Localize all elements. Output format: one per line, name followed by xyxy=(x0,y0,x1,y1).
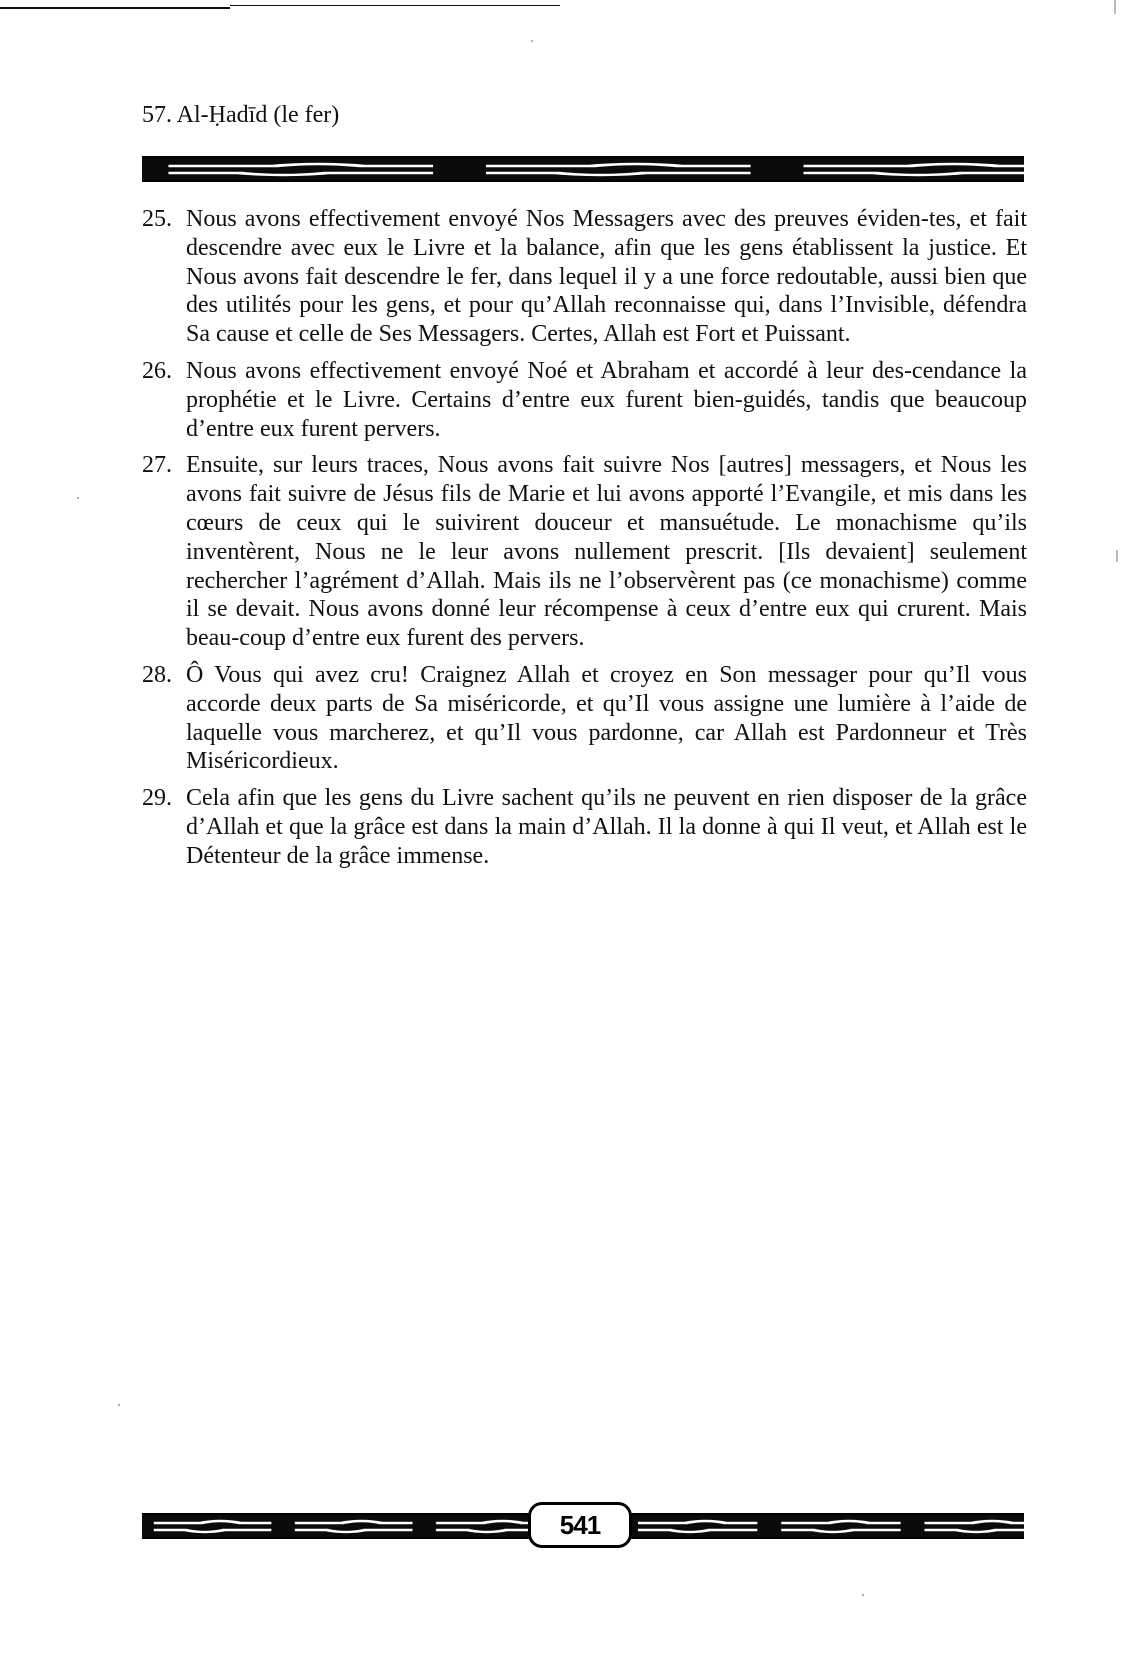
ornament-band-bottom-right xyxy=(626,1513,1024,1539)
scan-speck xyxy=(77,497,79,499)
ornament-band-top xyxy=(142,156,1024,182)
verse-list xyxy=(142,205,1027,879)
verse-text: Ô Vous qui avez cru! Craignez Allah et croyez en Son messager pour qu’Il vous accorde deux parts de Sa miséricorde, et qu’Il vous assigne une lumière à l’aide de laquelle vous marcherez, et qu’Il vous pardonne, car Allah est Pardonneur et Très Miséricordieux. xyxy=(186,661,1027,775)
verse-item xyxy=(142,661,1027,776)
top-rule xyxy=(0,7,230,9)
verse-item xyxy=(142,205,1027,349)
page-number: 541 xyxy=(528,1502,632,1548)
verse-number: 26. xyxy=(142,357,172,384)
scan-speck xyxy=(118,1404,120,1406)
running-head: 57. Al-Ḥadīd (le fer) xyxy=(142,102,340,128)
verse-text: Nous avons effectivement envoyé Noé et Abraham et accordé à leur des-cendance la prophétie et le Livre. Certains d’entre eux furent bien-guidés, tandis que beaucoup d’entre eux furent pervers. xyxy=(186,357,1027,442)
verse-number: 25. xyxy=(142,206,172,232)
scan-edge-mark xyxy=(1116,550,1118,562)
top-rule-thin xyxy=(230,5,560,6)
verse-text: Nous avons effectivement envoyé Nos Messagers avec des preuves éviden-tes, et fait descendre avec eux le Livre et la balance, afin que les gens établissent la justice. Et Nous avons fait descendre le fer, dans lequel il y a une force redoutable, aussi bien que des utilités pour les gens, et pour qu’Allah reconnaisse qui, dans l’Invisible, défendra Sa cause et celle de Ses Messagers. Certes, Allah est Fort et Puissant. xyxy=(186,206,1027,348)
verse-number: 29. xyxy=(142,785,172,812)
chain-ornament-pattern xyxy=(142,1515,534,1537)
verse-item xyxy=(142,451,1027,653)
verse-number: 27. xyxy=(142,452,172,479)
scan-edge-mark xyxy=(1114,0,1116,14)
verse-number: 28. xyxy=(142,661,172,688)
chain-ornament-pattern xyxy=(142,158,1024,180)
verse-item xyxy=(142,357,1027,443)
verse-item xyxy=(142,784,1027,870)
verse-text: Cela afin que les gens du Livre sachent qu’ils ne peuvent en rien disposer de la grâce d’Allah et que la grâce est dans la main d’Allah. Il la donne à qui Il veut, et Allah est le Détenteur de la grâce immense. xyxy=(186,785,1027,869)
verse-text: Ensuite, sur leurs traces, Nous avons fait suivre Nos [autres] messagers, et Nous les avons fait suivre de Jésus fils de Marie et lui avons apporté l’Evangile, et mis dans les cœurs de ceux qui le suivirent douceur et mansuétude. Le monachisme qu’ils inventèrent, Nous ne le leur avons nullement prescrit. [Ils devaient] seulement rechercher l’agrément d’Allah. Mais ils ne l’observèrent pas (ce monachisme) comme il se devait. Nous avons donné leur récompense à ceux d’entre eux qui crurent. Mais beau-coup d’entre eux furent des pervers. xyxy=(186,452,1027,652)
ornament-band-bottom-left xyxy=(142,1513,534,1539)
scan-speck xyxy=(531,40,533,42)
scan-speck xyxy=(862,1594,864,1596)
chain-ornament-pattern xyxy=(626,1515,1024,1537)
